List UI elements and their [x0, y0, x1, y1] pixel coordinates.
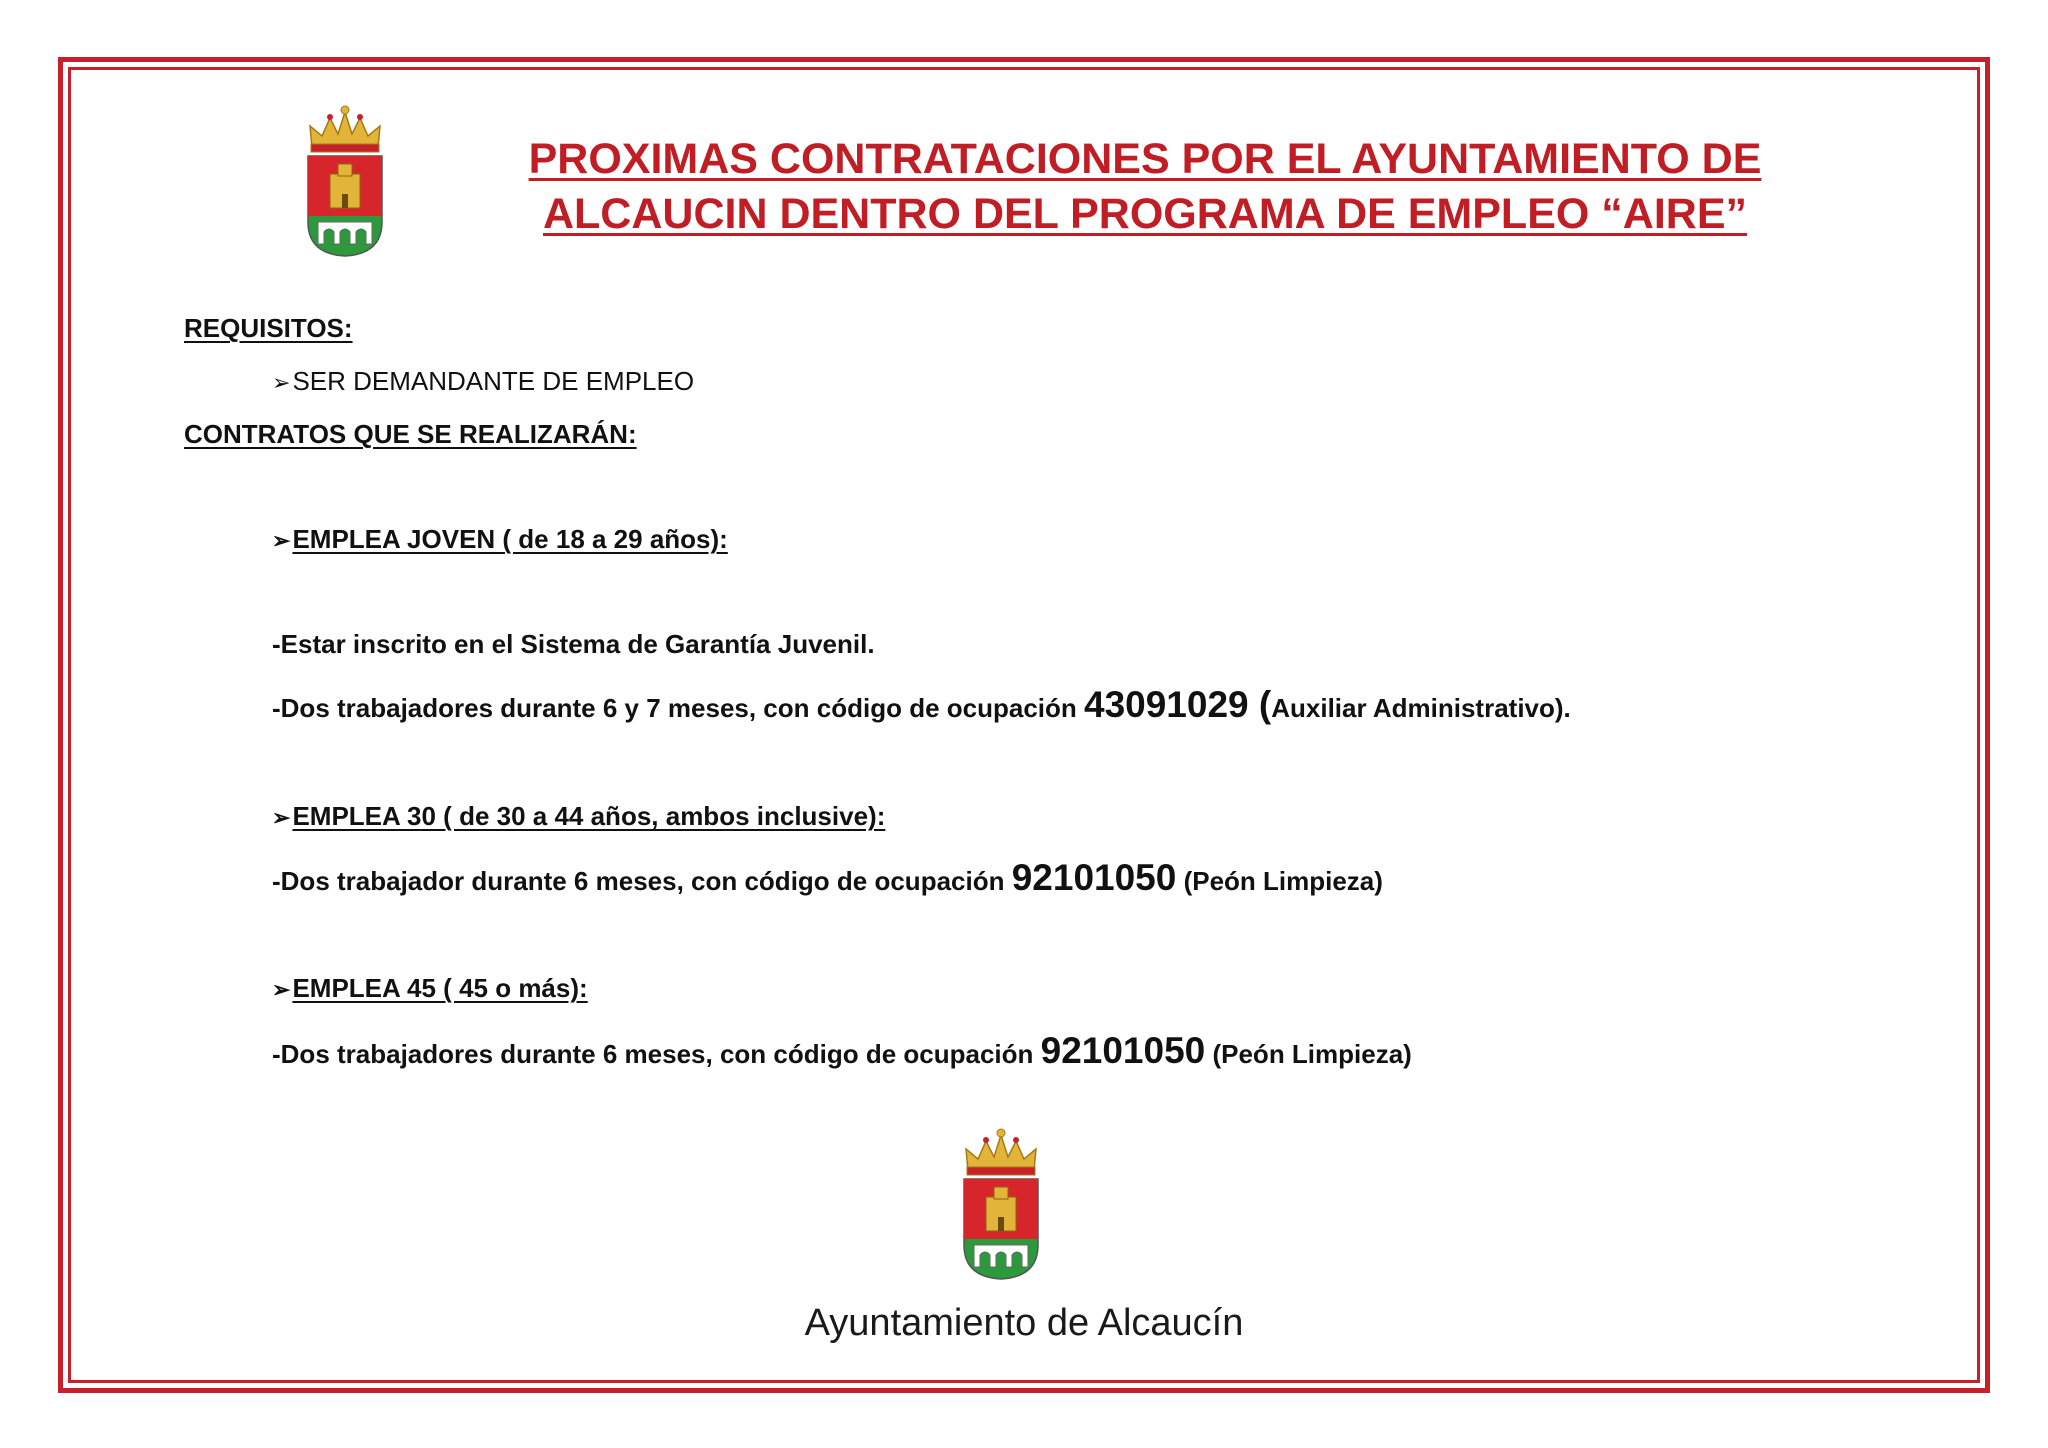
page-title: [470, 132, 1820, 242]
arrowhead-bullet-icon: ➢: [272, 977, 291, 1002]
occupation-code: 92101050: [1011, 857, 1177, 898]
arrowhead-bullet-icon: ➢: [272, 805, 291, 830]
footer-organization: Ayuntamiento de Alcaucín: [804, 1302, 1244, 1344]
contratos-heading: CONTRATOS QUE SE REALIZARÁN:: [184, 419, 637, 449]
program-detail: -Dos trabajadores durante 6 y 7 meses, con código de ocupación 43091029 (Auxiliar Administrativo).: [272, 684, 1571, 725]
program-heading-emplea-30: ➢EMPLEA 30 ( de 30 a 44 años, ambos inclusive):: [272, 801, 886, 831]
coat-of-arms-icon: [300, 104, 390, 259]
requisitos-heading: REQUISITOS:: [184, 313, 353, 343]
arrowhead-bullet-icon: ➢: [272, 370, 291, 395]
occupation-code: 43091029 (: [1084, 684, 1272, 725]
program-requirement: -Estar inscrito en el Sistema de Garantía Juvenil.: [272, 629, 875, 659]
arrowhead-bullet-icon: ➢: [272, 528, 291, 553]
program-heading-emplea-45: ➢EMPLEA 45 ( 45 o más):: [272, 973, 588, 1003]
title-line-2: ALCAUCIN DENTRO DEL PROGRAMA DE EMPLEO “AIRE”: [542, 190, 1748, 238]
requisito-item: ➢SER DEMANDANTE DE EMPLEO: [272, 366, 695, 396]
coat-of-arms-icon: [956, 1127, 1046, 1282]
occupation-code: 92101050: [1040, 1030, 1206, 1071]
title-line-1: PROXIMAS CONTRATACIONES POR EL AYUNTAMIENTO DE: [528, 135, 1762, 183]
program-detail: -Dos trabajadores durante 6 meses, con código de ocupación 92101050 (Peón Limpieza): [272, 1030, 1412, 1071]
program-heading-emplea-joven: ➢EMPLEA JOVEN ( de 18 a 29 años):: [272, 524, 728, 554]
program-detail: -Dos trabajador durante 6 meses, con código de ocupación 92101050 (Peón Limpieza): [272, 857, 1383, 898]
